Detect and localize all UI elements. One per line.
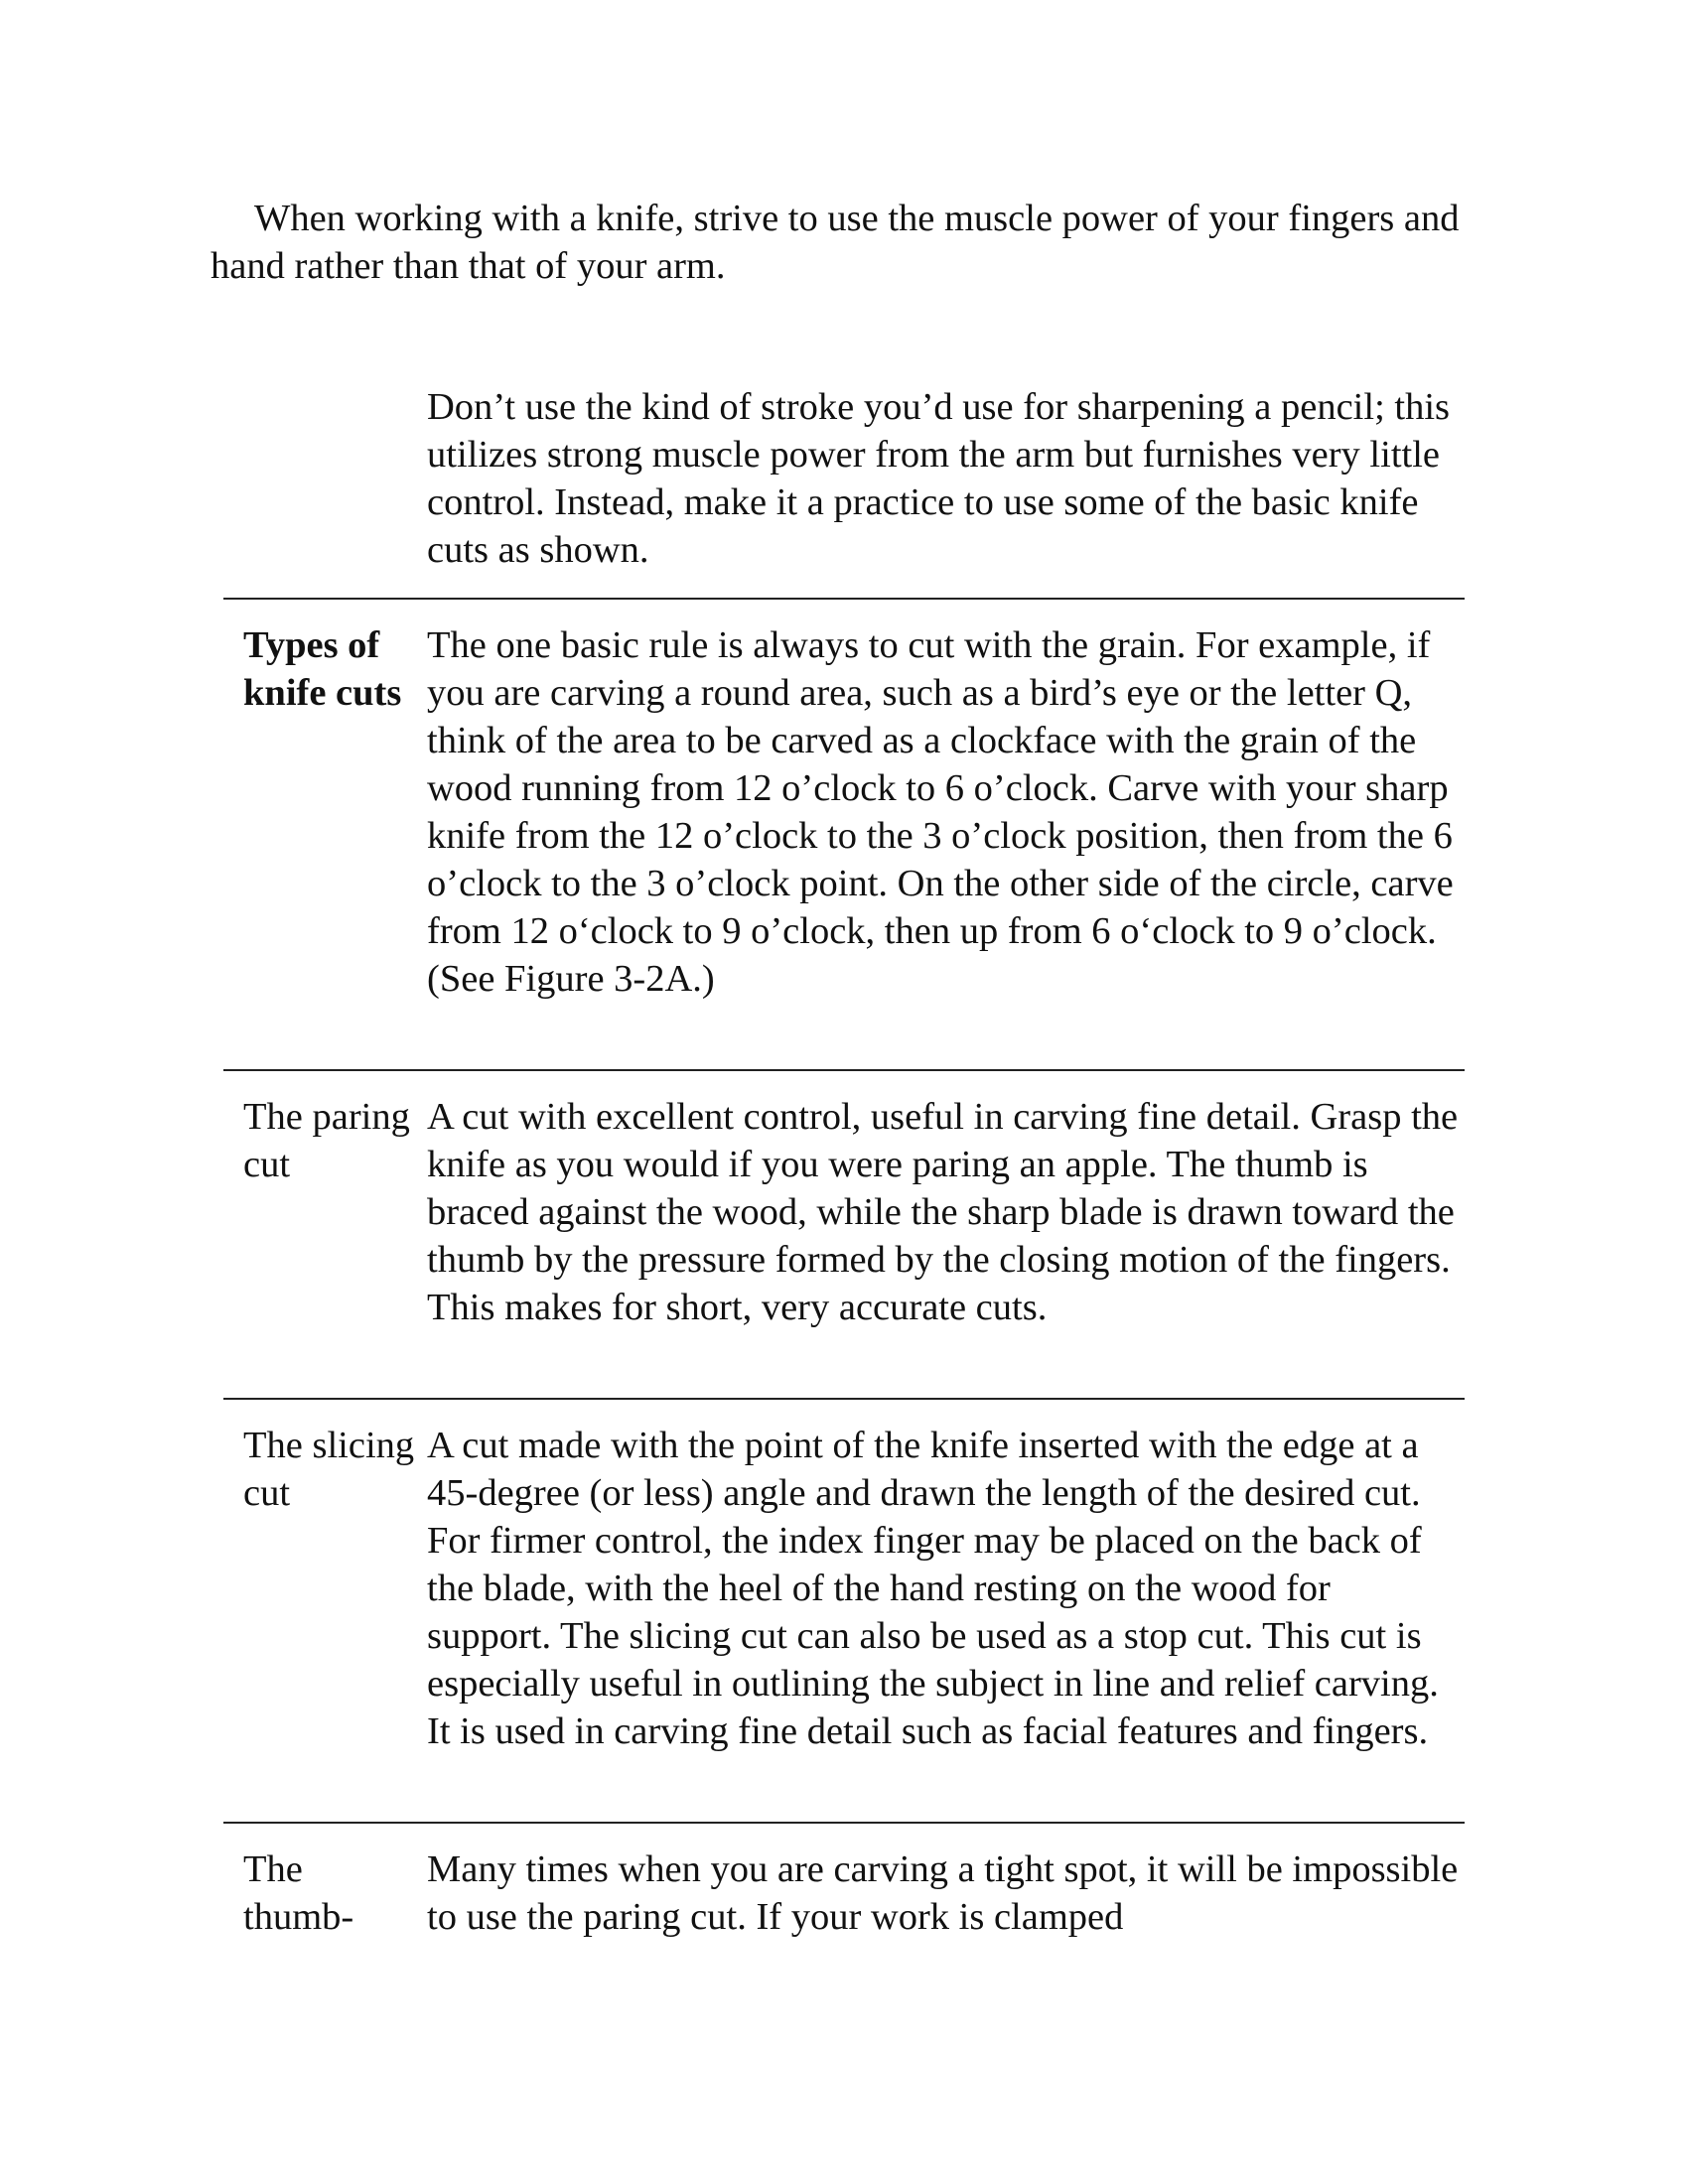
- row-text: The one basic rule is always to cut with the grain. For example, if you are carving a round area, such as a bird’s eye or the letter Q, think of the area to be carved as a clockface with the grain of the wood running from 12 o’clock to 6 o’clock. Carve with your sharp knife from the 12 o’clock to the 3 o’clock position, then from the 6 o’clock to the 3 o’clock point. On the other side of the circle, carve from 12 o‘clock to 9 o’clock, then up from 6 o‘clock to 9 o’clock. (See Figure 3-2A.): [427, 624, 1454, 1000]
- table-row-paring-cut: [223, 1093, 1465, 1391]
- intro-paragraph: When working with a knife, strive to use the muscle power of your fingers and hand rather than that of your arm.: [211, 198, 1460, 287]
- table-row-thumb-cut: [223, 1845, 1465, 1955]
- row-divider: [223, 1398, 1465, 1400]
- row-text: A cut with excellent control, useful in carving fine detail. Grasp the knife as you would if you were paring an apple. The thumb is braced against the wood, while the sharp blade is drawn toward the thumb by the pressure formed by the closing motion of the fingers. This makes for short, very accurate cuts.: [427, 1096, 1459, 1328]
- row-divider: [223, 1069, 1465, 1071]
- table-row-types-of-knife-cuts: [223, 621, 1465, 1058]
- row-label: Types of knife cuts: [243, 624, 402, 714]
- row-label: The paring cut: [243, 1096, 410, 1185]
- row-divider: [223, 1822, 1465, 1824]
- row-label: The slicing cut: [243, 1425, 415, 1514]
- row-label: The thumb-: [243, 1848, 354, 1938]
- row-text: A cut made with the point of the knife inserted with the edge at a 45-degree (or less) angle and drawn the length of the desired cut. For firmer control, the index finger may be placed on the back of the blade, with the heel of the hand resting on the wood for support. The slicing cut can also be used as a stop cut. This cut is especially useful in outlining the subject in line and relief carving. It is used in carving fine detail such as facial features and fingers.: [427, 1425, 1439, 1752]
- row-text: Many times when you are carving a tight spot, it will be impossible to use the paring cut. If your work is clamped: [427, 1848, 1459, 1938]
- row-divider: [223, 598, 1465, 600]
- table-row-slicing-cut: [223, 1422, 1465, 1819]
- lead-paragraph: Don’t use the kind of stroke you’d use for sharpening a pencil; this utilizes strong muscle power from the arm but furnishes very little control. Instead, make it a practice to use some of the basic knife cuts as shown.: [427, 386, 1451, 571]
